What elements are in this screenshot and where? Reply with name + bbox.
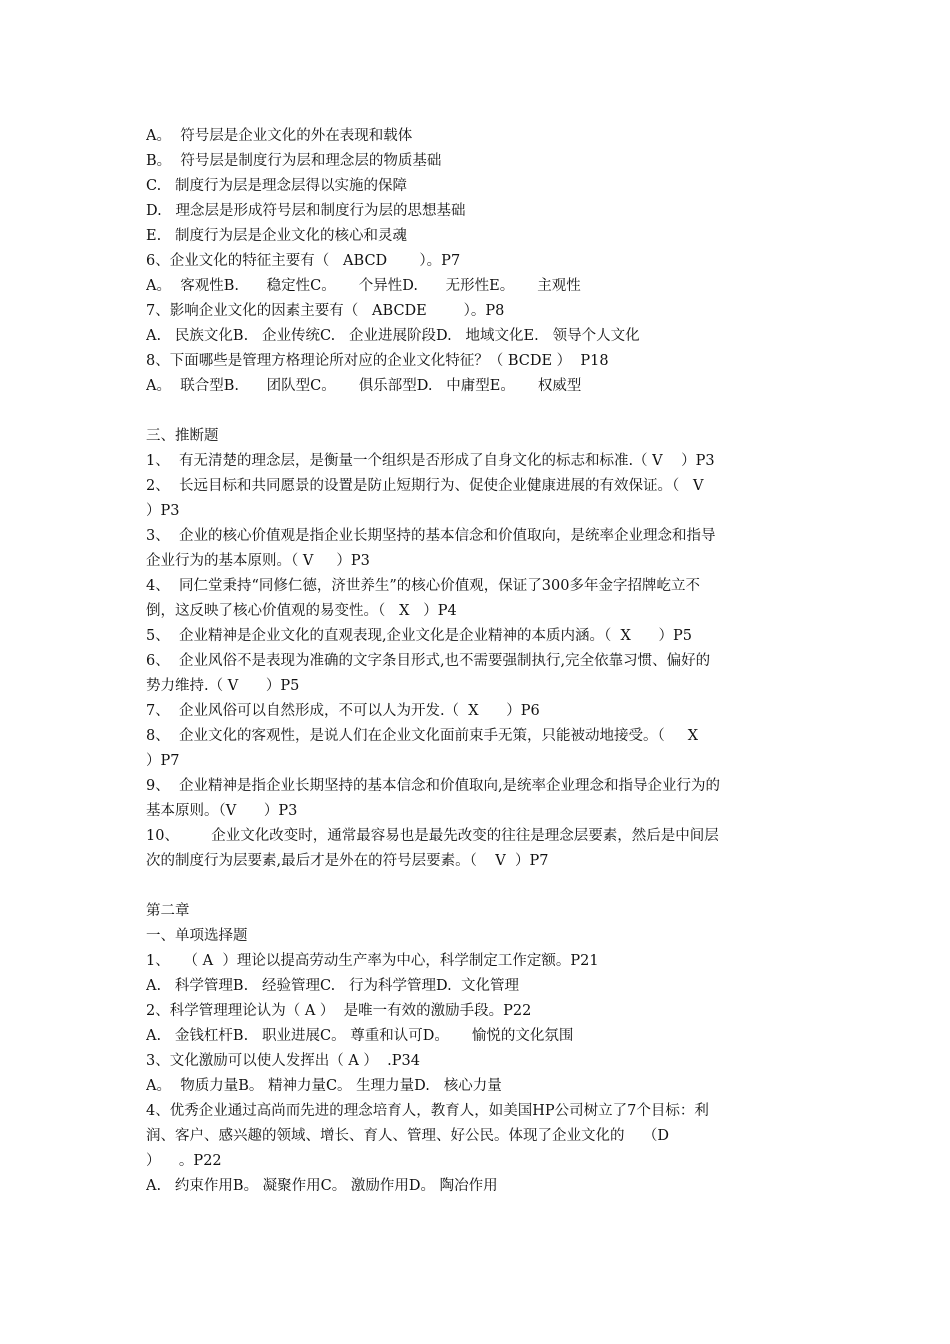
question-line: 3、文化激励可以使人发挥出（ A ） .P34 bbox=[146, 1053, 420, 1069]
text-line: E. 制度行为层是企业文化的核心和灵魂 bbox=[146, 228, 408, 244]
judgment-line: 3、 企业的核心价值观是指企业长期坚持的基本信念和价值取向，是统率企业理念和指导 bbox=[146, 528, 716, 544]
blank-line bbox=[146, 399, 816, 424]
question-line: ） 。P22 bbox=[146, 1153, 222, 1169]
question-line: 4、优秀企业通过高尚而先进的理念培育人，教育人，如美国HP公司树立了7个目标：利 bbox=[146, 1103, 709, 1119]
judgment-line: 9、 企业精神是指企业长期坚持的基本信念和价值取向,是统率企业理念和指导企业行为的 bbox=[146, 778, 721, 794]
judgment-line: 2、 长远目标和共同愿景的设置是防止短期行为、促使企业健康进展的有效保证。（ V bbox=[146, 478, 704, 494]
judgment-line: 企业行为的基本原则。（ V ）P3 bbox=[146, 553, 370, 569]
options-line: A。 物质力量B。 精神力量C。 生理力量D. 核心力量 bbox=[146, 1078, 502, 1094]
judgment-line: ）P3 bbox=[146, 503, 180, 519]
options-line: A. 科学管理B. 经验管理C. 行为科学管理D. 文化管理 bbox=[146, 978, 519, 994]
text-line: B。 符号层是制度行为层和理念层的物质基础 bbox=[146, 153, 442, 169]
judgment-line: ）P7 bbox=[146, 753, 180, 769]
question-line: 8、下面哪些是管理方格理论所对应的企业文化特征？（ BCDE ） P18 bbox=[146, 353, 609, 369]
text-line: A。 符号层是企业文化的外在表现和载体 bbox=[146, 128, 413, 144]
options-line: A. 约束作用B。 凝聚作用C。 激励作用D。 陶冶作用 bbox=[146, 1178, 498, 1194]
question-line: 1、 （ A ）理论以提高劳动生产率为中心，科学制定工作定额。P21 bbox=[146, 953, 599, 969]
question-line: 6、企业文化的特征主要有（ ABCD ）。P7 bbox=[146, 253, 461, 269]
judgment-line: 10、 企业文化改变时，通常最容易也是最先改变的往往是理念层要素，然后是中间层 bbox=[146, 828, 719, 844]
judgment-line: 倒，这反映了核心价值观的易变性。（ X ）P4 bbox=[146, 603, 457, 619]
judgment-line: 次的制度行为层要素,最后才是外在的符号层要素。（ V ）P7 bbox=[146, 853, 549, 869]
options-line: A. 民族文化B. 企业传统C. 企业进展阶段D. 地域文化E. 领导个人文化 bbox=[146, 328, 640, 344]
document-page bbox=[146, 124, 816, 1199]
question-line: 润、客户、感兴趣的领域、增长、育人、管理、好公民。体现了企业文化的 （D bbox=[146, 1128, 670, 1144]
question-line: 2、科学管理理论认为（ A ） 是唯一有效的激励手段。P22 bbox=[146, 1003, 532, 1019]
judgment-line: 7、 企业风俗可以自然形成，不可以人为开发.（ X ）P6 bbox=[146, 703, 540, 719]
judgment-line: 势力维持.（ V ）P5 bbox=[146, 678, 300, 694]
text-line: D. 理念层是形成符号层和制度行为层的思想基础 bbox=[146, 203, 466, 219]
judgment-line: 基本原则。（V ）P3 bbox=[146, 803, 298, 819]
question-line: 7、影响企业文化的因素主要有（ ABCDE ）。P8 bbox=[146, 303, 505, 319]
options-line: A. 金钱杠杆B. 职业进展C。 尊重和认可D。 愉悦的文化氛围 bbox=[146, 1028, 574, 1044]
judgment-line: 4、 同仁堂秉持“同修仁德，济世养生”的核心价值观，保证了300多年金字招牌屹立不 bbox=[146, 578, 700, 594]
judgment-line: 8、 企业文化的客观性，是说人们在企业文化面前束手无策，只能被动地接受。（ X bbox=[146, 728, 699, 744]
blank-line bbox=[146, 874, 816, 899]
options-line: A。 联合型B. 团队型C。 俱乐部型D. 中庸型E。 权威型 bbox=[146, 378, 582, 394]
options-line: A。 客观性B. 稳定性C。 个异性D. 无形性E。 主观性 bbox=[146, 278, 581, 294]
text-line: C. 制度行为层是理念层得以实施的保障 bbox=[146, 178, 408, 194]
judgment-line: 5、 企业精神是企业文化的直观表现,企业文化是企业精神的本质内涵。（ X ）P5 bbox=[146, 628, 692, 644]
judgment-line: 6、 企业风俗不是表现为准确的文字条目形式,也不需要强制执行,完全依靠习惯、偏好的 bbox=[146, 653, 711, 669]
section-heading: 三、推断题 bbox=[146, 428, 219, 444]
chapter-heading: 第二章 bbox=[146, 903, 190, 919]
judgment-line: 1、 有无清楚的理念层，是衡量一个组织是否形成了自身文化的标志和标准.（ V ）P3 bbox=[146, 453, 715, 469]
section-heading: 一、单项选择题 bbox=[146, 928, 248, 944]
